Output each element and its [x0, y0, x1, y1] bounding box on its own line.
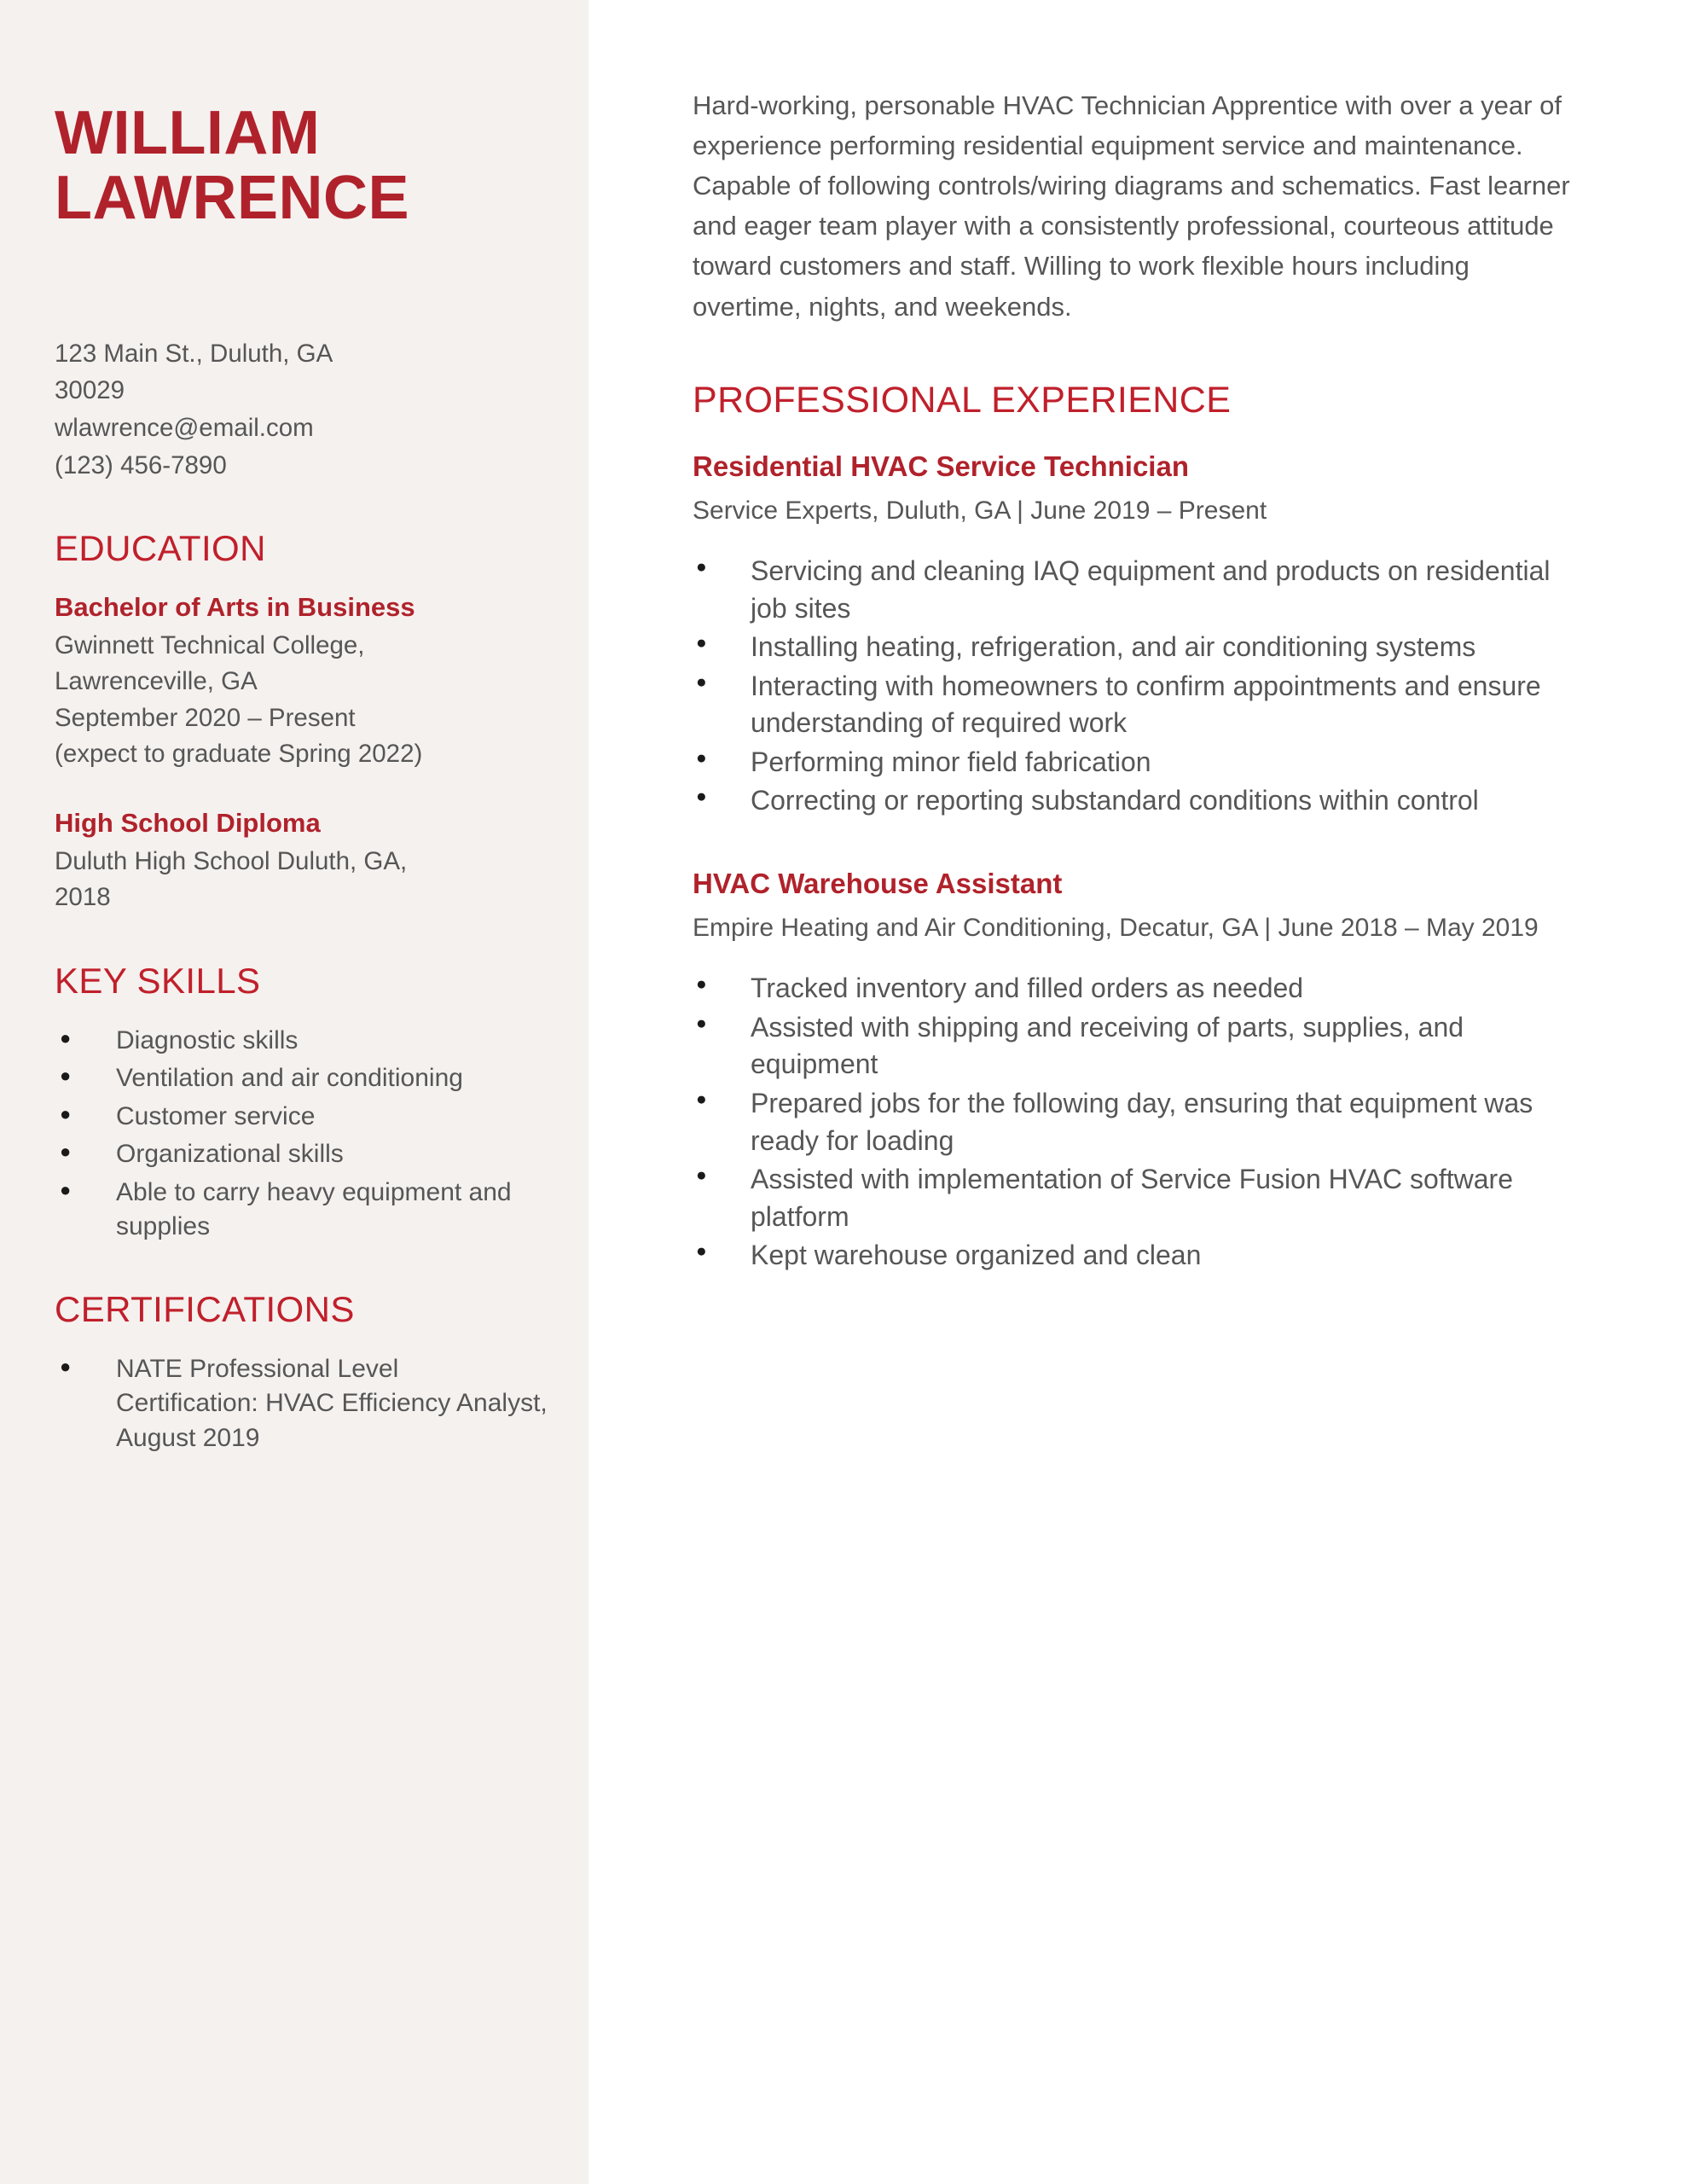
list-item: ● Assisted with implementation of Service Fusion HVAC software platform — [693, 1161, 1585, 1235]
education-dates: September 2020 – Present — [55, 703, 356, 732]
job-title: Residential HVAC Service Technician — [693, 450, 1189, 482]
degree-title: Bachelor of Arts in Business — [55, 592, 415, 623]
job-title: HVAC Warehouse Assistant — [693, 867, 1063, 899]
job-responsibilities-list — [693, 970, 1585, 1274]
certifications-heading: CERTIFICATIONS — [55, 1288, 355, 1329]
graduation-note: (expect to graduate Spring 2022) — [55, 740, 423, 769]
list-item: ● Ventilation and air conditioning — [55, 1061, 548, 1096]
first-name: WILLIAM — [55, 99, 321, 167]
main-column — [588, 0, 1687, 2184]
education-heading: EDUCATION — [55, 528, 266, 569]
list-item: ● Assisted with shipping and receiving of parts, supplies, and equipment — [693, 1009, 1585, 1083]
list-item: ● Servicing and cleaning IAQ equipment and products on residential job sites — [693, 553, 1585, 627]
school-name: Gwinnett Technical College, — [55, 631, 365, 659]
list-item: ● Interacting with homeowners to confirm appointments and ensure understanding of required work — [693, 668, 1585, 742]
list-item: ● Able to carry heavy equipment and supplies — [55, 1176, 548, 1245]
list-item: ● Customer service — [55, 1100, 548, 1135]
high-school-year: 2018 — [55, 883, 111, 912]
candidate-name — [55, 101, 548, 231]
contact-zip: 30029 — [55, 376, 125, 405]
entry-spacer — [55, 773, 548, 807]
job-meta: Empire Heating and Air Conditioning, Decatur, GA | June 2018 – May 2019 — [693, 913, 1539, 942]
job-meta: Service Experts, Duluth, GA | June 2019 – Present — [693, 496, 1267, 525]
job-responsibilities-list — [693, 553, 1585, 820]
diploma-title: High School Diploma — [55, 807, 321, 838]
list-item: ● Correcting or reporting substandard conditions within control — [693, 782, 1585, 820]
job-entry — [693, 450, 1585, 820]
education-entry — [55, 591, 548, 773]
school-location: Lawrenceville, GA — [55, 667, 258, 696]
list-item: ● Prepared jobs for the following day, ensuring that equipment was ready for loading — [693, 1085, 1585, 1159]
job-entry — [693, 868, 1585, 1275]
certifications-list — [55, 1352, 548, 1456]
list-item: ● Performing minor field fabrication — [693, 744, 1585, 781]
list-item: ● Kept warehouse organized and clean — [693, 1237, 1585, 1275]
list-item: ● NATE Professional Level Certification: HVAC Efficiency Analyst, August 2019 — [55, 1352, 548, 1456]
key-skills-list — [55, 1024, 548, 1245]
professional-experience-heading: PROFESSIONAL EXPERIENCE — [693, 379, 1232, 421]
list-item: ● Installing heating, refrigeration, and air conditioning systems — [693, 629, 1585, 666]
last-name: LAWRENCE — [55, 164, 409, 233]
key-skills-heading: KEY SKILLS — [55, 960, 261, 1001]
contact-info — [55, 335, 548, 485]
education-entry — [55, 807, 548, 916]
high-school-name: Duluth High School Duluth, GA, — [55, 846, 408, 875]
contact-phone[interactable]: (123) 456-7890 — [55, 450, 227, 479]
contact-email[interactable]: wlawrence@email.com — [55, 413, 314, 442]
sidebar — [0, 0, 588, 2184]
contact-address: 123 Main St., Duluth, GA — [55, 339, 333, 368]
list-item: ● Organizational skills — [55, 1137, 548, 1172]
list-item: ● Tracked inventory and filled orders as needed — [693, 970, 1585, 1008]
professional-summary: Hard-working, personable HVAC Technician Apprentice with over a year of experience performing residential equipment service and maintenance. Capable of following controls/wiring diagrams and schematics. Fast learner and eager team player with a consistently professional, courteous attitude toward customers and staff. Willing to work flexible hours including overtime, nights, and weekends. — [693, 90, 1570, 322]
list-item: ● Diagnostic skills — [55, 1024, 548, 1059]
